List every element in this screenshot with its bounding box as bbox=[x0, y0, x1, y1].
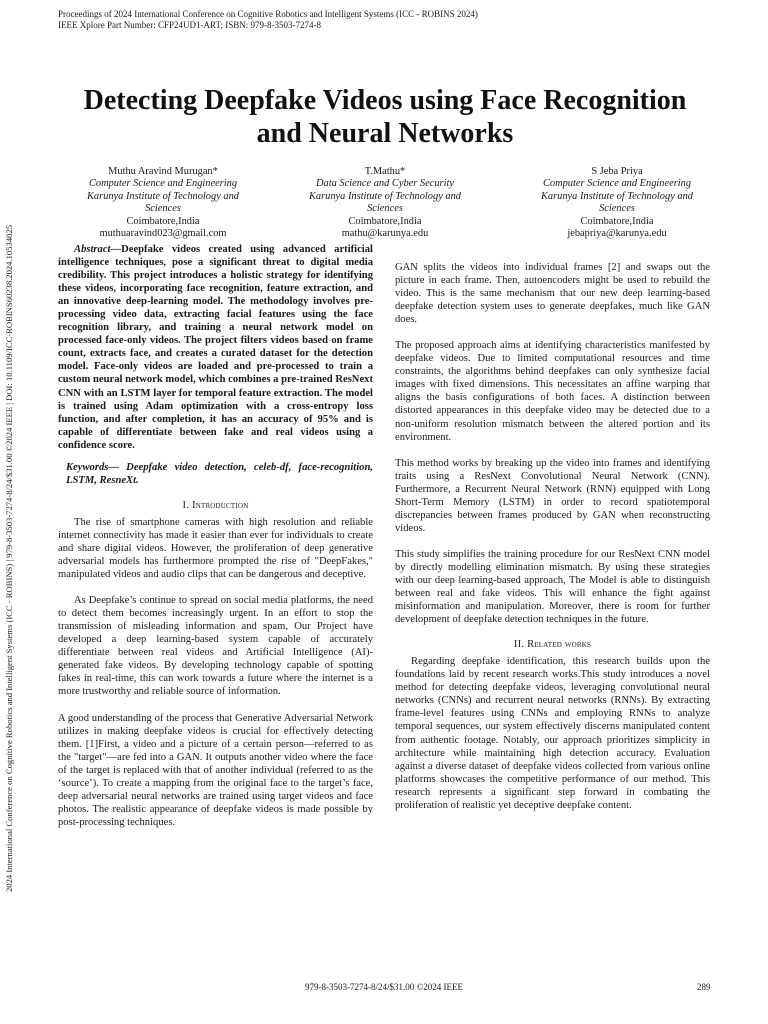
author-institution: Karunya Institute of Technology and bbox=[540, 190, 693, 202]
author-affiliation: Data Science and Cyber Security bbox=[316, 178, 454, 190]
abstract-text: —Deepfake videos created using advanced artificial intelligence techniques, pose a significant threat to digital media credibility. This project introduces a holistic strategy for identifying these videos, incorporating face recognition, feature extraction, and an innovative deep-learning model. The methodology involves pre-processing video data, extracting facial features using the face recognition library, and training a neural network model on processed face-only videos. The project filters videos based on frame count, extracts face, and creates a curated dataset for the detection model. Face-only videos are loaded and pre-processed to train a custom neural network model, which combines a pre-trained ResNext CNN with an LSTM layer for temporal feature extraction. The model is trained using Adam optimization with a cross-entropy loss function, and after completion, it has an accuracy of 95% and is capable of differentiate between fake and real videos using a confidence score. bbox=[58, 244, 373, 451]
paragraph: This study simplifies the training procedure for our ResNext CNN model by directly modelling elimination mismatch. By using these strategies with our deep learning-based approach, The Model is able to distinguish between real and fake videos. This will enhance the fight against misinformation and manipulation. Moreover, there is room for further development of deepfake detection techniques in the future. bbox=[395, 548, 710, 626]
author-name: S Jeba Priya bbox=[591, 166, 643, 177]
paper-title-line-1: Detecting Deepfake Videos using Face Recognition bbox=[83, 85, 687, 116]
paragraph: The proposed approach aims at identifying characteristics manifested by deepfake videos. Due to limited computational resources and time constraints, the algorithms behind deepfakes can only synthesize facial images with fixed dimensions. This necessitates an affine warping that aligns the basis configurations of both faces. A distinction between distorted appearances in this deepfake video may be detected due to a non-uniform resolution mismatch between the altered portion and its environment. bbox=[395, 340, 710, 443]
paragraph: Regarding deepfake identification, this research builds upon the foundations laid by recent research works.This study introduces a novel method for detecting deepfake videos, leveraging convolutional neural networks (CNNs) and recurrent neural networks (RNNs). By extracting frame-level features using CNNs and employing RNNs to analyze temporal sequences, our system effectively discerns manipulated content from authentic footage. Notably, our approach prioritizes simplicity in architecture while maintaining high detection accuracy. Evaluation against a diverse dataset of deepfake videos collected from various online platforms showcases the competitive performance of our method. This research represents a significant step forward in combating the proliferation of realistic yet deceptive deepfake content. bbox=[395, 656, 710, 811]
abstract-lead: Abstract bbox=[74, 244, 111, 255]
author-affiliation: Computer Science and Engineering bbox=[542, 178, 692, 190]
author-email: muthuaravind023@gmail.com bbox=[99, 228, 227, 240]
paragraph: As Deepfake’s continue to spread on social media platforms, the need to detect them becomes increasingly urgent. In an effort to stop the transmission of misleading information and spam, Our Project have developed a deep learning-based system capable of accurately differentiate between real videos and Artificial Intelligence (AI)-generated fake videos. By developing technology capable of spotting fakes in real-time, this can work towards a future where the internet is a more trustworthy and reliable source of information. bbox=[58, 595, 373, 698]
keywords bbox=[58, 461, 373, 487]
author-institution-cont: Sciences bbox=[599, 203, 635, 215]
author-city: Coimbatore,India bbox=[126, 215, 200, 227]
section-title: Introduction bbox=[191, 499, 249, 511]
section-number: II. bbox=[513, 639, 525, 651]
author-2 bbox=[280, 166, 490, 240]
author-name: T.Mathu* bbox=[364, 166, 406, 177]
left-column bbox=[58, 243, 373, 829]
section-heading-related-works bbox=[395, 638, 710, 651]
paragraph: This method works by breaking up the video into frames and identifying traits using a ResNext Convolutional Neural Network (CNN). Furthermore, a Recurrent Neural Network (RNN) equipped with Long Short-Term Memory (LSTM) in order to record spatiotemporal discrepancies between frames produced by GAN when reconstructing videos. bbox=[395, 457, 710, 534]
header-line-2: IEEE Xplore Part Number: CFP24UD1-ART; ISBN: 979-8-3503-7274-8 bbox=[58, 20, 321, 30]
section-number: I. bbox=[182, 499, 190, 511]
author-institution: Karunya Institute of Technology and bbox=[308, 190, 461, 202]
paragraph: The rise of smartphone cameras with high resolution and reliable internet connectivity has made it easier than ever for individuals to create and share digital videos. However, the proliferation of deep generative adversarial models has furthermore prompted the rise of "DeepFakes," manipulated videos and audio clips that can be dangerous and deceptive. bbox=[58, 516, 373, 581]
author-affiliation: Computer Science and Engineering bbox=[88, 178, 238, 190]
author-email: jebapriya@karunya.edu bbox=[567, 228, 667, 240]
paper-title bbox=[30, 84, 740, 150]
abstract bbox=[58, 243, 373, 452]
author-3 bbox=[512, 166, 722, 240]
section-heading-introduction bbox=[58, 499, 373, 512]
author-city: Coimbatore,India bbox=[580, 215, 654, 227]
right-column bbox=[395, 261, 710, 812]
page-number: 289 bbox=[697, 982, 711, 992]
paper-title-line-2: and Neural Networks bbox=[256, 118, 514, 149]
side-citation-strip: 2024 International Conference on Cognitive Robotics and Intelligent Systems (ICC - ROBINS) | 979-8-3503-7274-8/24/$31.00 ©2024 IEEE | DOI: 10.1109/ICC-ROBINS60238.2024.10534025 bbox=[4, 224, 14, 892]
author-institution-cont: Sciences bbox=[367, 203, 403, 215]
author-email: mathu@karunya.edu bbox=[341, 228, 429, 240]
author-1 bbox=[58, 166, 268, 240]
paragraph: A good understanding of the process that Generative Adversarial Network utilizes in making deepfake videos is crucial for effectively detecting them. [1]First, a video and a picture of a certain person—referred to as the "target"—are fed into a GAN. It outputs another video where the face of the target is replaced with that of another individual (referred to as the ‘source’). To create a mapping from the original face to the target’s face, deep adversarial neural networks are trained using target videos and face photos. The realistic appearance of deepfake videos is made possible by post-processing techniques. bbox=[58, 712, 373, 828]
paragraph: GAN splits the videos into individual frames [2] and swaps out the picture in each frame. Then, autoencoders might be used to rebuild the video. This is the same mechanism that our new deep learning-based deepfake detection system uses to generate deepfakes, much like GAN does. bbox=[395, 262, 710, 326]
keywords-lead: Keywords bbox=[66, 461, 109, 473]
author-institution-cont: Sciences bbox=[145, 203, 181, 215]
keywords-text: — Deepfake video detection, celeb-df, face-recognition, LSTM, ResneXt. bbox=[66, 461, 373, 486]
proceedings-header bbox=[58, 9, 718, 31]
author-city: Coimbatore,India bbox=[348, 215, 422, 227]
header-line-1: Proceedings of 2024 International Conference on Cognitive Robotics and Intelligent Systems (ICC - ROBINS 2024) bbox=[58, 9, 478, 19]
footer-copyright: 979-8-3503-7274-8/24/$31.00 ©2024 IEEE bbox=[304, 982, 464, 992]
author-name: Muthu Aravind Murugan* bbox=[108, 166, 218, 177]
section-title: Related works bbox=[527, 639, 592, 651]
author-institution: Karunya Institute of Technology and bbox=[86, 190, 239, 202]
